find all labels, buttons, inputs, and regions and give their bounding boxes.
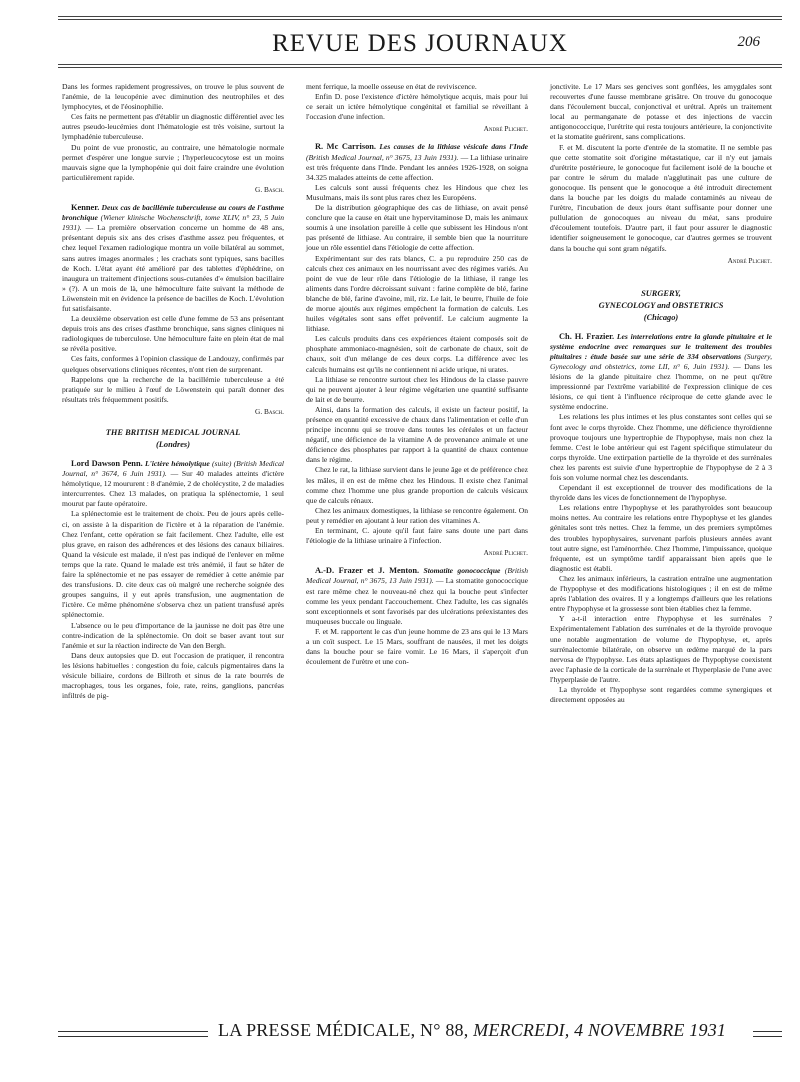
section-city: (Londres) xyxy=(156,440,190,449)
article-title: Les causes de la lithiase vésicale dans l'Inde xyxy=(379,142,529,152)
paragraph: Chez le rat, la lithiase survient dans le jeune âge et de préférence chez les mâles, il en est de même chez les Hindous. Il existe chez l'animal comme chez l'homme une plus grande proportion de calculs vésicaux que de calculs rénaux. xyxy=(306,465,528,505)
paragraph: F. et M. rapportent le cas d'un jeune homme de 23 ans qui le 13 Mars a un coït suspect. Le 15 Mars, souffrant de nausées, il met les doigts dans la bouche pour se faire vomir. Le 16 Mars, il s'aperçoit d'un écoulement de l'urètre et une con- xyxy=(306,626,528,667)
article-author: Lord Dawson Penn. xyxy=(71,459,143,468)
column-2 xyxy=(306,82,528,667)
paragraph: Les calculs sont aussi fréquents chez les Hindous que chez les Musulmans, mais ils sont plus rares chez les Européens. xyxy=(306,182,528,202)
paragraph: F. et M. discutent la porte d'entrée de la stomatite. Il ne semble pas que cette stomatite soit d'origine métastatique, car il n'y eut jamais d'urétrite postérieure, le gonocoque fut facilement isolé de la bouche et par contre le sérum du malade n'agglutinait pas une culture de gonocoque. Ils pensent que le gonocoque a été introduit directement dans la bouche par les doigts du malade contaminés au niveau de l'urètre, l'incubation de deux jours étant suffisante pour donner une pullulation de gonocoques au niveau du méat, sans produire d'écoulement toutefois. D'autre part, il faut pour assurer le diagnostic identifier soigneusement le gonocoque, car d'autres germes se trouvent dans la bouche qui sont gram négatifs. xyxy=(550,142,772,253)
footer-text xyxy=(218,1020,726,1041)
article-kenner xyxy=(62,203,284,417)
article-citation: (British Medical Journal, n° 3675, 13 Juin 1931). xyxy=(306,152,459,162)
section-city: (Chicago) xyxy=(643,312,679,322)
paragraph: jonctivite. Le 17 Mars ses gencives sont gonflées, les amygdales sont recouvertes d'une fausse membrane grisâtre. On trouve du gonocoque dans l'écoulement buccal, conjonctival et urétral. Après un traitement local au permanganate de potasse et des injections de vaccin antigonococcique, l'urétrite qui resta toujours antérieure, la conjonctivite et la stomatite guérirent, sans complications. xyxy=(550,82,772,142)
signature: André Plichet. xyxy=(727,255,772,265)
article-author: A.-D. Frazer et J. Menton. xyxy=(315,566,420,576)
signature: G. Basch. xyxy=(255,406,284,416)
paragraph: — Dans les lésions de la glande pituitaire chez l'homme, on ne peut qu'être impressionné par l'extrême variabilité de l'expression clinique de ces lésions, ce qui tient à l'influence réciproque de cette glande avec le système endocrine. xyxy=(550,361,772,412)
paragraph: — La lithiase urinaire est très fréquente dans l'Inde. Pendant les années 1926-1928, on soigna 34.325 malades atteints de cette affection. xyxy=(306,152,528,182)
section-heading: GYNECOLOGY and OBSTETRICS xyxy=(598,300,724,310)
paragraph: Dans deux autopsies que D. eut l'occasion de pratiquer, il rencontra les lésions habituelles : congestion du foie, calculs pigmentaires dans la vésicule biliaire, cordons de Billroth et sinus de la rate bourrés de macrophages, tous les organes, foie, rate, reins, ganglions, pancréas infiltrés de pig- xyxy=(62,650,284,701)
paragraph: Chez les animaux domestiques, la lithiase se rencontre également. On peut y remédier en ajoutant à leur ration des vitamines A. xyxy=(306,505,528,525)
signature: André Plichet. xyxy=(483,124,528,134)
paragraph: Ainsi, dans la formation des calculs, il existe un facteur positif, la présence en quantité excessive de chaux dans l'alimentation et celle d'un principe inconnu qui se trouve dans toutes les céréales et un facteur négatif, une déficience de la vitamine A de provenance animale et une déficience des phosphates par rapport à la quantité de chaux contenue dans le régime. xyxy=(306,404,528,465)
paragraph: Du point de vue pronostic, au contraire, une hématologie normale permet d'espérer une longue survie ; l'hyperleucocytose est un moins mauvais signe que la lymphopénie qui doit faire craindre une évolution particulièrement rapide. xyxy=(62,142,284,182)
paragraph: — La première observation concerne un homme de 48 ans, présentant depuis six ans des crises d'asthme assez peu fréquentes, et chez lequel l'examen radiologique montra un voile bilatéral au sommet, sans autres images anormales ; les crachats sont typiques, sans bacilles de Koch. L'état ayant été amélioré par des tablettes d'éphédrine, on inaugura un traitement d'injections sous-cutanées d'« émulsion bacillaire » (?). A un mois de là, une hémoculture faite suivant la méthode de Löwenstein mit en évidence la présence de bacilles de Koch. L'évolution fut satisfaisante. xyxy=(62,223,284,313)
article-citation: (British Medical Journal, n° 3675, 13 Juin 1931). xyxy=(306,566,529,586)
masthead xyxy=(58,22,782,62)
article-title: L'ictère hémolytique xyxy=(145,459,210,468)
footer-date: MERCREDI, 4 NOVEMBRE 1931 xyxy=(473,1020,727,1040)
paragraph: La lithiase se rencontre surtout chez les Hindous de la classe pauvre qui ne peuvent ajouter à leur régime végétarien une quantité suffisante de lait et de beurre. xyxy=(306,374,528,404)
paragraph: Cependant il est exceptionnel de trouver des modifications de la thyroïde dans les vices de fonctionnement de l'hypophyse. xyxy=(550,483,772,503)
paragraph: La deuxième observation est celle d'une femme de 53 ans présentant depuis trois ans des crises d'asthme bronchique, sans signes cliniques ni radiologiques de tuberculose. Une hémoculture faite en plein état de mal se révéla positive. xyxy=(62,314,284,354)
paragraph: L'absence ou le peu d'importance de la jaunisse ne doit pas être une contre-indication de la splénectomie. On doit se baser avant tout sur l'anémie et sur la réaction indirecte de Van den Bergh. xyxy=(62,620,284,650)
paragraph: Ces faits ne permettent pas d'établir un diagnostic différentiel avec les autres pseudo-leucémies dont l'hématologie est très voisine, surtout la lymphadénie tuberculeuse. xyxy=(62,112,284,142)
page-footer xyxy=(58,1020,782,1044)
paragraph: Ces faits, conformes à l'opinion classique de Landouzy, confirmés par quelques observations cliniques récentes, n'ont rien de surprenant. xyxy=(62,354,284,374)
section-heading: THE BRITISH MEDICAL JOURNAL xyxy=(105,428,241,437)
article-author: Ch. H. Frazier. xyxy=(559,331,615,341)
article-citation: (suite) (British Medical Journal, n° 3674, 6 Juin 1931). xyxy=(62,459,285,479)
paragraph: Y a-t-il interaction entre l'hypophyse et les surrénales ? Expérimentalement l'ablation des surrénales et de la thyroïde provoque une notable augmentation de volume de l'hypophyse, et, après surrénalectomie bilatérale, on observe un œdème marqué de la pars nervosa de l'hypophyse. Les états aplastiques de l'hypophyse coexistent avec l'aphasie de la corticale de la surrénale et l'hyperplasie de l'une avec l'hyperplasie de l'autre. xyxy=(550,614,772,684)
paragraph: La splénectomie est le traitement de choix. Peu de jours après celle-ci, on assiste à la disparition de l'ictère et à la réparation de l'anémie. Chez l'enfant, cette opération se fait facilement. Chez l'adulte, elle est plus grave, en raison des adhérences et des lésions des canaux biliaires. Quand la vésicule est malade, il n'est pas indiqué de l'enlever en même temps que la rate. Quand le malade est très anémié, il faut se hâter de faire la splénectomie et ne pas essayer de remédier à cette anémie par des transfusions. D. cite deux cas où malgré une recherche soignée des groupes sanguins, il y eut après transfusion, une augmentation de l'ictère. Ce même phénomène s'observa chez un patient transfusé après splénectomie. xyxy=(62,509,284,620)
footer-number: N° 88, xyxy=(420,1020,469,1040)
paragraph: Les relations les plus intimes et les plus constantes sont celles qui se font avec le corps thyroïde. Chez l'homme, une déficience thyroïdienne provoque toujours une hypertrophie de l'hypophyse, mais non chez la femme. C'est le lobe antérieur qui est l'agent spécifique stimulateur du corps thyroïde. Une extirpation partielle de la thyroïde et des surrénales chez les parents est suivie d'une hypertrophie de l'hypophyse de 2 à 3 fois son volume normal chez les descendants. xyxy=(550,412,772,482)
column-3 xyxy=(550,82,772,705)
article-citation: (Surgery, Gynecology and obstetrics, tome LII, n° 6, Juin 1931). xyxy=(550,351,772,371)
paragraph: Les relations entre l'hypophyse et les parathyroïdes sont beaucoup moins nettes. Au contraire les relations entre l'hypophyse et les glandes génitales sont très nettes. Chez la femme, un des premiers symptômes des troubles hypophysaires, survenant parfois plusieurs années avant tout autre signe, est l'aménorrhée. Chez l'homme, l'impuissance, quoique fréquente, est un symptôme tardif apparaissant bien après que le diagnostic est établi. xyxy=(550,503,772,573)
article-citation: (Wiener klinische Wochenschrift, tome XLIV, n° 23, 5 Juin 1931). xyxy=(62,213,284,233)
article-title: Deux cas de bacillémie tuberculeuse au cours de l'asthme bronchique xyxy=(62,203,284,223)
journal-section-title: REVUE DES JOURNAUX xyxy=(272,30,568,57)
signature: G. Basch. xyxy=(255,184,284,194)
paragraph: — La stomatite gonococcique est rare même chez le nouveau-né chez qui la bouche peut s'infecter comme les yeux pendant l'accouchement. Chez l'adulte, les cas signalés sont exceptionnels et sont favorisés par des ulcérations préexistantes des muqueuses buccale ou linguale. xyxy=(306,576,529,626)
article-author: Kenner. xyxy=(71,203,100,213)
paragraph: Rappelons que la recherche de la bacillémie tuberculeuse a été pratiquée sur le milieu à l'œuf de Löwenstein qui paraît donner des résultats très fréquemment positifs. xyxy=(62,374,284,404)
paragraph: Enfin D. pose l'existence d'ictère hémolytique acquis, mais pour lui ce serait un ictère hémolytique congénital et familial se réveillant à l'occasion d'une infection. xyxy=(306,92,528,122)
article-mccarrison xyxy=(306,142,528,558)
paragraph: Expérimentant sur des rats blancs, C. a pu reproduire 250 cas de calculs chez ces animaux en les nourrissant avec des régimes variés. Au point de vue de leur rôle dans l'étiologie de la lithiase, il range les aliments dans l'ordre décroissant suivant : farine complète de blé, farine blanche de blé, farine d'avoine, mil, riz. Le lait, le beurre, l'huile de foie de morue ajoutés aux régimes empêchent la formation de calculs. Les huiles végétales sont sans effet préventif. Le calcium augmente la lithiase. xyxy=(306,253,528,334)
column-1 xyxy=(62,82,284,701)
paragraph: — Sur 40 malades atteints d'ictère hémolytique, 12 moururent : 8 d'anémie, 2 de cholécystite, 2 de maladies intercurrentes. Chez 13 malades, on pratiqua la splénectomie, 1 seul mourut par faute opératoire. xyxy=(62,469,284,509)
page-number: 206 xyxy=(737,34,760,50)
paragraph: Chez les animaux inférieurs, la castration entraîne une augmentation de l'hypophyse et des modifications histologiques ; il en est de même après l'ablation des ovaires. Il y a longtemps d'ailleurs que les relations entre l'hypophyse et la grossesse sont bien établies chez la femme. xyxy=(550,573,772,614)
paragraph: Les calculs produits dans ces expériences étaient composés soit de phosphate ammoniaco-magnésien, soit de carbonate de chaux, soit de chaux, soit d'un mélange de ces deux corps. La différence avec les calculs humains est qu'ils ne contiennent ni acide urique, ni urates. xyxy=(306,334,528,374)
paragraph: ment ferrique, la moelle osseuse en état de reviviscence. xyxy=(306,82,477,91)
footer-journal: LA PRESSE MÉDICALE, xyxy=(218,1020,416,1040)
paragraph: En terminant, C. ajoute qu'il faut faire sans doute une part dans l'étiologie de la lithiase urinaire à l'infection. xyxy=(306,526,528,546)
section-heading: SURGERY, xyxy=(641,288,681,298)
paragraph: Dans les formes rapidement progressives, on trouve le plus souvent de l'anémie, de la leucopénie avec diminution des neutrophiles et des lymphocytes, et de l'éosinophilie. xyxy=(62,82,284,112)
article-title: Stomatite gonococcique xyxy=(423,566,501,576)
article-title: Les interrelations entre la glande pituitaire et le système endocrine avec remarques sur le traitement des troubles pituitaires : étude basée sur une série de 334 observations xyxy=(550,331,772,361)
article-dawson xyxy=(62,459,284,701)
paragraph: De la distribution géographique des cas de lithiase, on avait pensé conclure que la cause en était une hypervitaminose D, mais les animaux soumis à une insolation pareille à celle que subissent les Hindous n'ont pas présenté de lithiase. Au contraire, il semble bien que la nourriture joue un rôle essentiel dans l'étiologie de cette affection. xyxy=(306,203,528,253)
article-frazer xyxy=(306,566,528,667)
article-frazier xyxy=(550,332,772,705)
paragraph: La thyroïde et l'hypophyse sont regardées comme synergiques et directement opposées au xyxy=(550,684,772,705)
article-author: R. Mc Carrison. xyxy=(315,142,377,152)
signature: André Plichet. xyxy=(483,548,528,558)
